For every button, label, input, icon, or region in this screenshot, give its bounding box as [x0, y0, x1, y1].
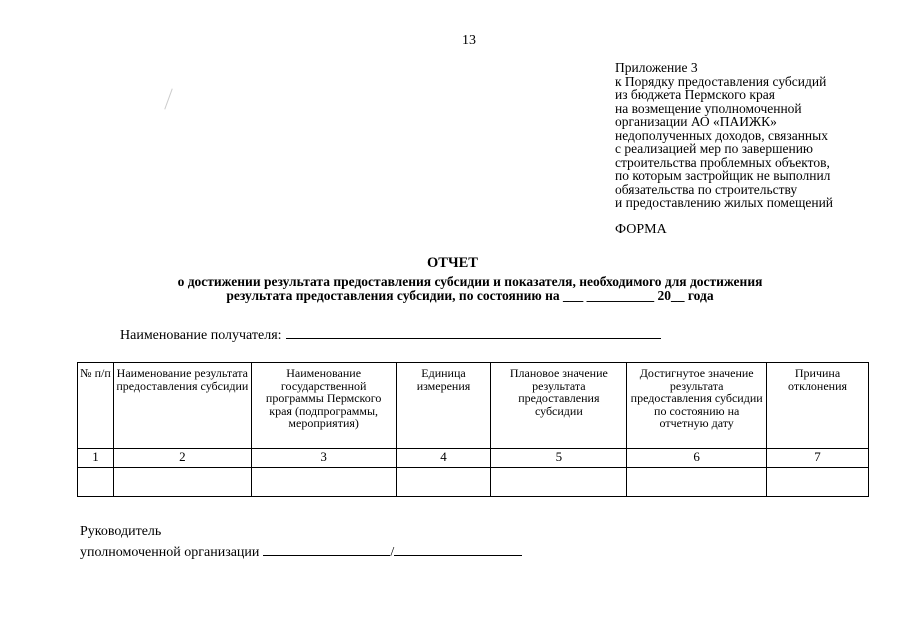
table-cell[interactable] [251, 468, 396, 497]
column-number: 3 [251, 449, 396, 468]
header-cell: Наименование государственной программы Пермского края (подпрограммы, мероприятия) [251, 363, 396, 449]
header-cell: Причина отклонения [767, 363, 869, 449]
table-cell[interactable] [627, 468, 767, 497]
appendix-block [615, 61, 833, 210]
signature-title: Руководитель [80, 524, 162, 539]
table-cell[interactable] [767, 468, 869, 497]
report-table [77, 362, 869, 497]
header-cell: Плановое значение результата предоставления субсидии [491, 363, 627, 449]
appendix-line: на возмещение уполномоченной [615, 100, 802, 116]
table-cell[interactable] [396, 468, 491, 497]
header-cell: Достигнутое значение результата предоставления субсидии по состоянию на отчетную дату [627, 363, 767, 449]
header-cell: Наименование результата предоставления субсидии [113, 363, 251, 449]
appendix-line: организации АО «ПАИЖК» [615, 114, 777, 129]
table-cell[interactable] [113, 468, 251, 497]
column-number: 6 [627, 449, 767, 468]
column-number: 4 [396, 449, 491, 468]
form-label: ФОРМА [615, 222, 667, 237]
appendix-line: с реализацией мер по завершению [615, 141, 814, 156]
appendix-line: Приложение 3 [615, 60, 698, 75]
appendix-line: из бюджета Пермского края [615, 87, 775, 102]
column-number: 7 [767, 449, 869, 468]
table-row [78, 468, 869, 497]
report-subtitle-line: о достижении результата предоставления субсидии и показателя, необходимого для достижения [177, 274, 763, 289]
table-header-row [78, 363, 869, 449]
column-number: 1 [78, 449, 114, 468]
column-number: 5 [491, 449, 627, 468]
appendix-line: по которым застройщик не выполнил [615, 168, 831, 183]
appendix-line: строительства проблемных объектов, [615, 154, 830, 170]
table-cell[interactable] [491, 468, 627, 497]
appendix-line: и предоставлению жилых помещений [615, 195, 834, 210]
header-cell: Единица измерения [396, 363, 491, 449]
page-number: 13 [462, 33, 476, 48]
column-number: 2 [113, 449, 251, 468]
signature-org-label: уполномоченной организации [80, 545, 260, 560]
header-cell: № п/п [78, 363, 114, 449]
name-blank[interactable] [394, 543, 522, 556]
recipient-field [120, 326, 661, 344]
signature-line [80, 543, 522, 561]
table-cell[interactable] [78, 468, 114, 497]
signature-separator: / [390, 545, 395, 560]
table-number-row [78, 449, 869, 468]
report-title: ОТЧЕТ [427, 255, 478, 271]
appendix-line: к Порядку предоставления субсидий [615, 73, 827, 89]
signature-blank[interactable] [263, 543, 390, 556]
appendix-line: обязательства по строительству [615, 181, 798, 197]
report-subtitle-line: результата предоставления субсидии, по состоянию на ___ __________ 20__ года [226, 288, 714, 303]
appendix-line: недополученных доходов, связанных [615, 127, 828, 143]
scan-mark [164, 88, 172, 109]
recipient-blank-line[interactable] [286, 326, 661, 339]
recipient-label: Наименование получателя: [120, 328, 282, 343]
report-subtitle [120, 275, 820, 303]
